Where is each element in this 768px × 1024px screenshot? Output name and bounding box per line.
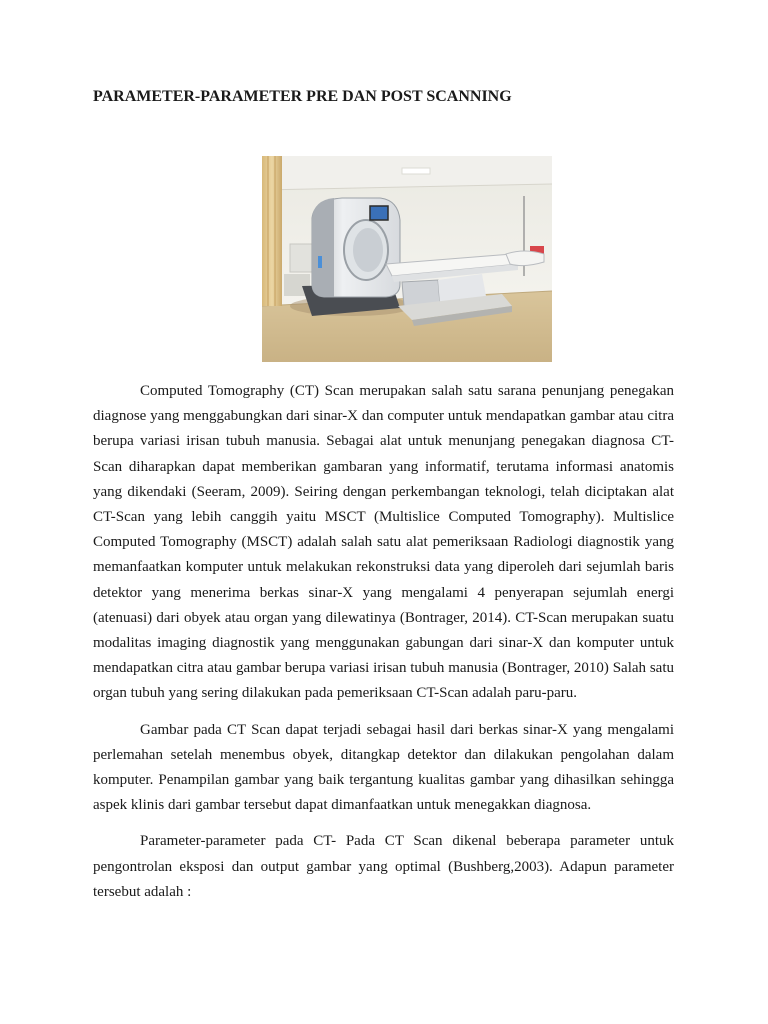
paragraph-3: Parameter-parameter pada CT- Pada CT Scan dikenal beberapa parameter untuk pengontrolan eksposi dan output gambar yang optimal (Bushberg,2003). Adapun parameter tersebut adalah : <box>93 833 674 900</box>
body-text <box>93 379 674 916</box>
ct-scanner-photo-icon <box>262 156 552 362</box>
paragraph-1: Computed Tomography (CT) Scan merupakan salah satu sarana penunjang penegakan diagnose yang menggabungkan dari sinar-X dan computer untuk mendapatkan gambar atau citra berupa variasi irisan tubuh manusia. Sebagai alat untuk menunjang penegakan diagnosa CT-Scan diharapkan dapat memberikan gambaran yang informatif, terutama informasi anatomis yang dikendaki (Seeram, 2009). Seiring dengan perkembangan teknologi, telah diciptakan alat CT-Scan yang lebih canggih yaitu MSCT (Multislice Computed Tomography). Multislice Computed Tomography (MSCT) adalah salah satu alat pemeriksaan Radiologi diagnostik yang memanfaatkan komputer untuk melakukan rekonstruksi data yang diperoleh dari sejumlah baris detektor yang menerima berkas sinar-X yang mengalami 4 penyerapan sejumlah energi (atenuasi) dari obyek atau organ yang dilewatinya (Bontrager, 2014). CT-Scan merupakan suatu modalitas imaging diagnostik yang menggunakan gabungan dari sinar-X dan komputer untuk mendapatkan citra atau gambar berupa variasi irisan tubuh manusia (Bontrager, 2010) Salah satu organ tubuh yang sering dilakukan pada pemeriksaan CT-Scan adalah paru-paru. <box>93 383 674 702</box>
document-title: PARAMETER-PARAMETER PRE DAN POST SCANNING <box>93 88 512 105</box>
paragraph-2: Gambar pada CT Scan dapat terjadi sebagai hasil dari berkas sinar-X yang mengalami perlemahan setelah menembus obyek, ditangkap detektor dan dilakukan pengolahan dalam komputer. Penampilan gambar yang baik tergantung kualitas gambar yang dihasilkan sehingga aspek klinis dari gambar tersebut dapat dimanfaatkan untuk menegakkan diagnosa. <box>93 721 674 814</box>
ct-scanner-photo <box>262 156 552 362</box>
